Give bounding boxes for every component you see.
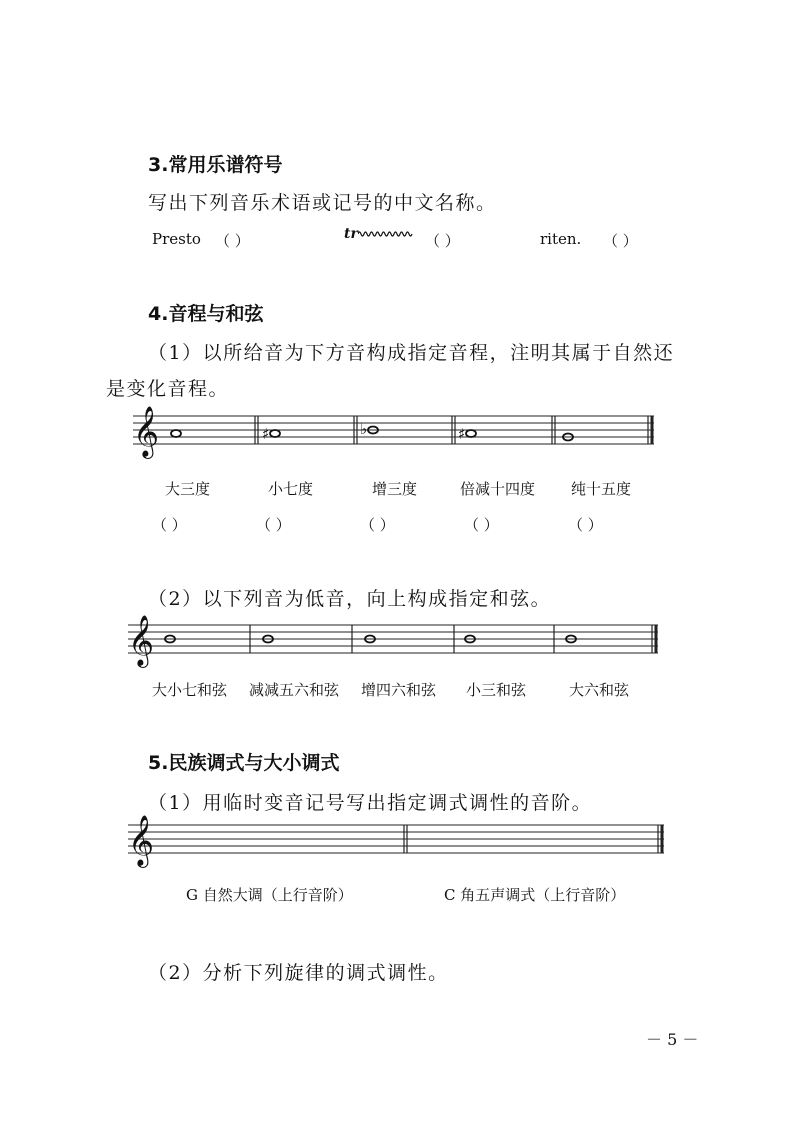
interval-label-2: 小七度 <box>268 480 314 498</box>
chord-label-5: 大六和弦 <box>569 681 630 699</box>
term-riten: riten. <box>540 230 582 248</box>
interval-label-4: 倍减十四度 <box>460 480 536 498</box>
term-presto: Presto <box>152 230 201 248</box>
section4-q1-line1: （1）以所给音为下方音构成指定音程，注明其属于自然还 <box>148 342 675 364</box>
interval-label-1: 大三度 <box>165 480 211 498</box>
flat-icon: ♭ <box>360 420 368 438</box>
interval-answer-5: （ ） <box>568 516 603 534</box>
sharp-icon: ♯ <box>458 425 466 443</box>
section5-heading: 5.民族调式与大小调式 <box>148 752 340 774</box>
staff-lines-3 <box>128 825 664 853</box>
interval-answer-2: （ ） <box>256 516 291 534</box>
interval-label-5: 纯十五度 <box>571 480 632 498</box>
treble-clef-icon: 𝄞 <box>128 615 155 666</box>
section5-q2: （2）分析下列旋律的调式调性。 <box>148 962 449 984</box>
section5-q1: （1）用临时变音记号写出指定调式调性的音阶。 <box>148 792 593 814</box>
treble-clef-icon: 𝄞 <box>133 406 160 457</box>
page-number: － 5 － <box>646 1030 699 1049</box>
trill-text: tr <box>344 226 358 242</box>
term-paren-1: （ ） <box>215 232 250 250</box>
interval-answer-3: （ ） <box>360 516 395 534</box>
scale-label-1: G 自然大调（上行音阶） <box>186 886 353 904</box>
section3-instruction: 写出下列音乐术语或记号的中文名称。 <box>148 192 497 214</box>
chord-label-2: 减减五六和弦 <box>249 681 340 699</box>
interval-answer-1: （ ） <box>152 516 187 534</box>
section4-q2: （2）以下列音为低音，向上构成指定和弦。 <box>148 588 552 610</box>
term-paren-2: （ ） <box>425 232 460 250</box>
section4-heading: 4.音程与和弦 <box>148 303 264 325</box>
section3-heading: 3.常用乐谱符号 <box>148 154 283 176</box>
interval-label-3: 增三度 <box>372 480 418 498</box>
term-paren-3: （ ） <box>603 232 638 250</box>
sharp-icon: ♯ <box>262 425 270 443</box>
scale-label-2: C 角五声调式（上行音阶） <box>444 886 626 904</box>
interval-answer-4: （ ） <box>464 516 499 534</box>
section4-q1-line2: 是变化音程。 <box>106 378 230 400</box>
chord-label-4: 小三和弦 <box>466 681 527 699</box>
chord-label-3: 增四六和弦 <box>361 681 437 699</box>
treble-clef-icon: 𝄞 <box>128 815 155 866</box>
chord-label-1: 大小七和弦 <box>152 681 228 699</box>
